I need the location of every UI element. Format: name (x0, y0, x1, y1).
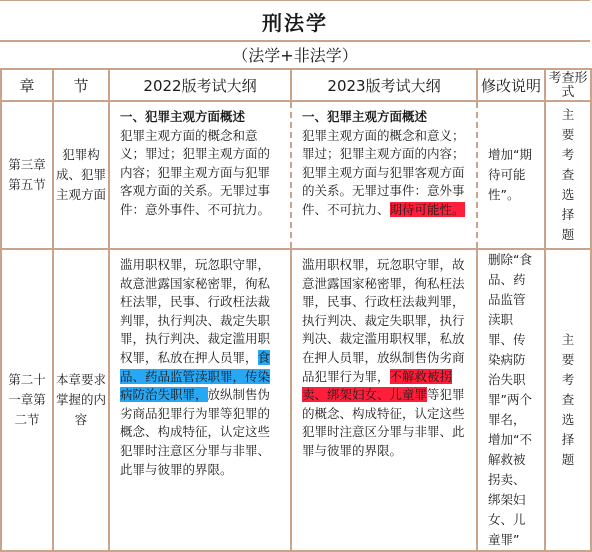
row2-chapter: 第二十一章第二节 (1, 249, 53, 551)
header-section: 节 (53, 69, 109, 101)
row2-2022-text-pre: 滥用职权罪，玩忽职守罪，故意泄露国家秘密罪，徇私枉法罪，民事、行政枉法裁判罪，执行判决、裁定失职罪，执行判决、裁定滥用职权罪，私放在押人员罪， (120, 257, 271, 365)
header-2023-syllabus: 2023版考试大纲 (291, 69, 477, 101)
table-row (1, 101, 591, 249)
header-2022-syllabus: 2022版考试大纲 (109, 69, 291, 101)
row2-2022-highlight: 食品、药品监管渎职罪，传染病防治失职罪， (120, 349, 271, 403)
row2-2023-content (291, 249, 477, 551)
row1-2022-text: 犯罪主观方面的概念和意义；罪过；犯罪主观方面的内容；犯罪主观方面与犯罪客观方面的关系。无罪过事件：意外事件、不可抗力。 (120, 127, 271, 217)
row2-2022-text-post: 放纵制售伪劣商品犯罪行为罪等犯罪的概念、构成特征，认定这些犯罪时注意区分罪与非罪、此罪与彼罪的界限。 (120, 387, 271, 477)
row1-change-note: 增加“期待可能性”。 (477, 101, 545, 249)
row2-2022-content (109, 249, 291, 551)
row2-exam-form: 主要考查选择题 (545, 249, 591, 551)
row1-2023-content (291, 101, 477, 249)
row1-chapter: 第三章第五节 (1, 101, 53, 249)
row1-exam-form: 主要考查选择题 (545, 101, 591, 249)
document-title: 刑法学 (262, 11, 328, 35)
row1-2023-heading: 一、犯罪主观方面概述 (302, 109, 428, 124)
row1-2022-content (109, 101, 291, 249)
syllabus-comparison-table (0, 68, 592, 552)
row1-section: 犯罪构成、犯罪主观方面 (53, 101, 109, 249)
row1-2022-heading: 一、犯罪主观方面概述 (120, 109, 246, 124)
header-change-note: 修改说明 (477, 69, 545, 101)
row2-2023-text-post: 等犯罪的概念、构成特征，认定这些犯罪时注意区分罪与非罪、此罪与彼罪的界限。 (302, 387, 465, 458)
table-row (1, 249, 591, 551)
row1-2023-text: 犯罪主观方面的概念和意义；罪过；犯罪主观方面的内容；犯罪主观方面与犯罪客观方面的关系。无罪过事件：意外事件、不可抗力、 (302, 127, 465, 217)
table-header-row (1, 69, 591, 101)
header-chapter: 章 (1, 69, 53, 101)
row1-2023-highlight: 期待可能性。 (389, 201, 465, 217)
row2-change-note: 删除“食品、药品监管渎职罪、传染病防治失职罪”两个罪名，增加“不解救被拐卖、绑架妇女、儿童罪” (477, 249, 545, 551)
top-rule (0, 0, 590, 1)
row2-2023-highlight: 不解救被拐卖、绑架妇女、儿童罪 (302, 368, 453, 403)
document-subtitle: （法学+非法学） (0, 40, 590, 68)
row2-2023-text-pre: 滥用职权罪，玩忽职守罪，故意泄露国家秘密罪，徇私枉法罪，民事、行政枉法裁判罪，执行判决、裁定失职罪，执行判决、裁定滥用职权罪，私放在押人员罪，放纵制售伪劣商品犯罪行为罪， (302, 257, 465, 384)
header-exam-form: 考查形式 (545, 69, 591, 101)
row2-section: 本章要求掌握的内容 (53, 249, 109, 551)
